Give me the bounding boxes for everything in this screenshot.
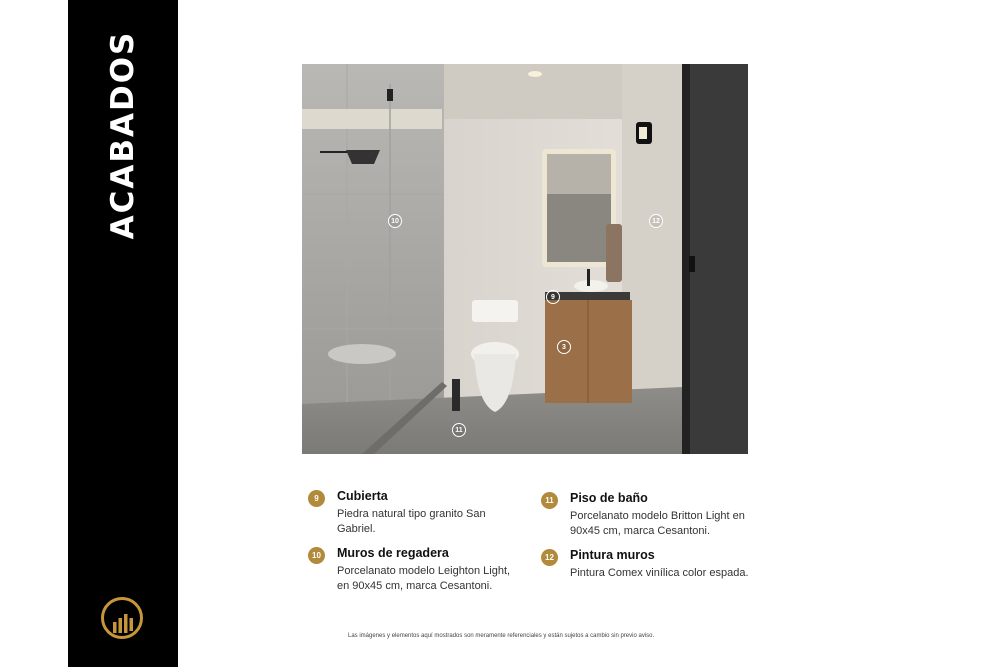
bathroom-render-image xyxy=(302,64,748,454)
finish-description: Pintura Comex vinílica color espada. xyxy=(570,567,749,579)
finish-description: Porcelanato modelo Britton Light en 90x45 cm, marca Cesantoni. xyxy=(570,510,745,537)
finish-title: Cubierta xyxy=(337,489,388,503)
disclaimer-footnote: Las imágenes y elementos aquí mostrados son meramente referenciales y están sujetos a cambio sin previo aviso. xyxy=(348,633,655,639)
finish-number-badge: 9 xyxy=(308,490,325,507)
finish-title: Piso de baño xyxy=(570,491,648,505)
finish-description: Piedra natural tipo granito San Gabriel. xyxy=(337,508,486,535)
marker-12: 12 xyxy=(649,214,663,228)
building-bars-logo-icon xyxy=(100,596,144,640)
finish-title: Pintura muros xyxy=(570,548,655,562)
marker-11: 11 xyxy=(452,423,466,437)
marker-10: 10 xyxy=(388,214,402,228)
section-title: ACABADOS xyxy=(105,30,141,240)
finish-number-badge: 10 xyxy=(308,547,325,564)
finish-title: Muros de regadera xyxy=(337,546,449,560)
finish-number-badge: 11 xyxy=(541,492,558,509)
finish-description: Porcelanato modelo Leighton Light, en 90x45 cm, marca Cesantoni. xyxy=(337,565,511,592)
marker-3: 3 xyxy=(557,340,571,354)
finish-number-badge: 12 xyxy=(541,549,558,566)
marker-9: 9 xyxy=(546,290,560,304)
